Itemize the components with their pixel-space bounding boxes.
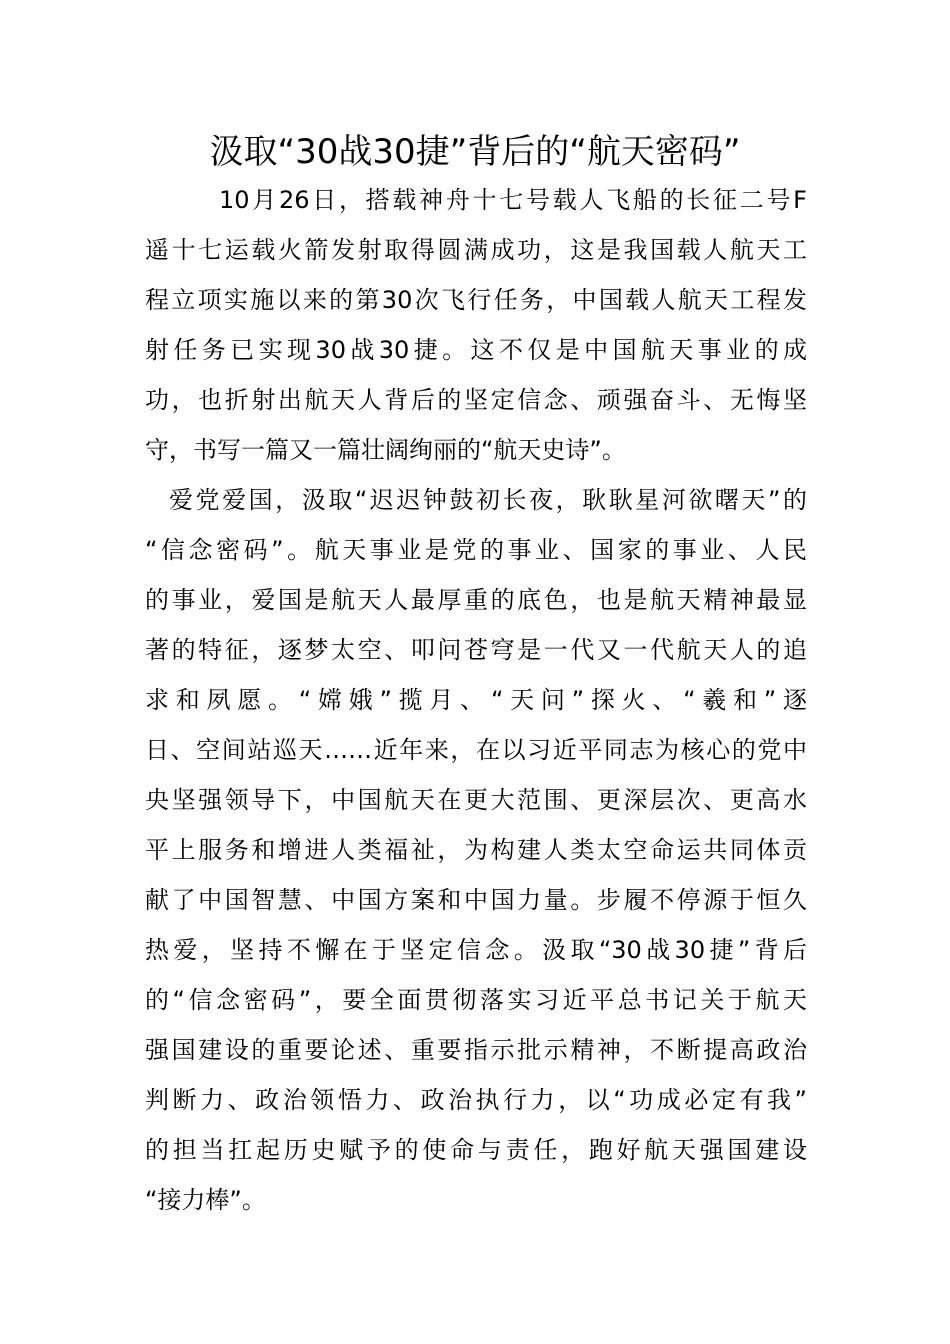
paragraph-2-line-2: “信念密码”。航天事业是党的事业、国家的事业、人民 xyxy=(145,536,807,564)
paragraph-2-line-8: 平上服务和增进人类福祉，为构建人类太空命运共同体贡 xyxy=(145,836,807,864)
paragraph-1-line-6: 守，书写一篇又一篇壮阔绚丽的“航天史诗”。 xyxy=(145,436,626,464)
paragraph-2-line-6: 日、空间站巡天……近年来，在以习近平同志为核心的党中 xyxy=(145,736,807,764)
paragraph-1-line-5: 功，也折射出航天人背后的坚定信念、顽强奋斗、无悔坚 xyxy=(145,386,807,414)
paragraph-2-line-3: 的事业，爱国是航天人最厚重的底色，也是航天精神最显 xyxy=(145,586,807,614)
paragraph-2-line-1: 爱党爱国，汲取“迟迟钟鼓初长夜，耿耿星河欲曙天”的 xyxy=(169,486,807,514)
paragraph-2-line-4: 著的特征，逐梦太空、叩问苍穹是一代又一代航天人的追 xyxy=(145,636,807,664)
paragraph-2-line-11: 的“信念密码”，要全面贯彻落实习近平总书记关于航天 xyxy=(145,986,807,1014)
paragraph-1-line-3: 程立项实施以来的第30次飞行任务，中国载人航天工程发 xyxy=(145,286,807,314)
paragraph-2-line-13: 判断力、政治领悟力、政治执行力，以“功成必定有我” xyxy=(145,1086,807,1114)
paragraph-2-line-15: “接力棒”。 xyxy=(145,1186,266,1214)
paragraph-1-line-2: 遥十七运载火箭发射取得圆满成功，这是我国载人航天工 xyxy=(145,236,807,264)
paragraph-2-line-14: 的担当扛起历史赋予的使命与责任，跑好航天强国建设 xyxy=(145,1136,807,1164)
paragraph-1-line-4: 射任务已实现30战30捷。这不仅是中国航天事业的成 xyxy=(145,336,807,364)
paragraph-2-line-10: 热爱，坚持不懈在于坚定信念。汲取“30战30捷”背后 xyxy=(145,936,807,964)
paragraph-2-line-12: 强国建设的重要论述、重要指示批示精神，不断提高政治 xyxy=(145,1036,807,1064)
page-title: 汲取“30战30捷”背后的“航天密码” xyxy=(209,132,741,172)
paragraph-2-line-9: 献了中国智慧、中国方案和中国力量。步履不停源于恒久 xyxy=(145,886,807,914)
paragraph-1-line-1: 10月26日，搭载神舟十七号载人飞船的长征二号F xyxy=(219,186,807,214)
paragraph-2-line-5: 求和夙愿。“嫦娥”揽月、“天问”探火、“羲和”逐 xyxy=(145,686,807,714)
paragraph-2-line-7: 央坚强领导下，中国航天在更大范围、更深层次、更高水 xyxy=(145,786,807,814)
